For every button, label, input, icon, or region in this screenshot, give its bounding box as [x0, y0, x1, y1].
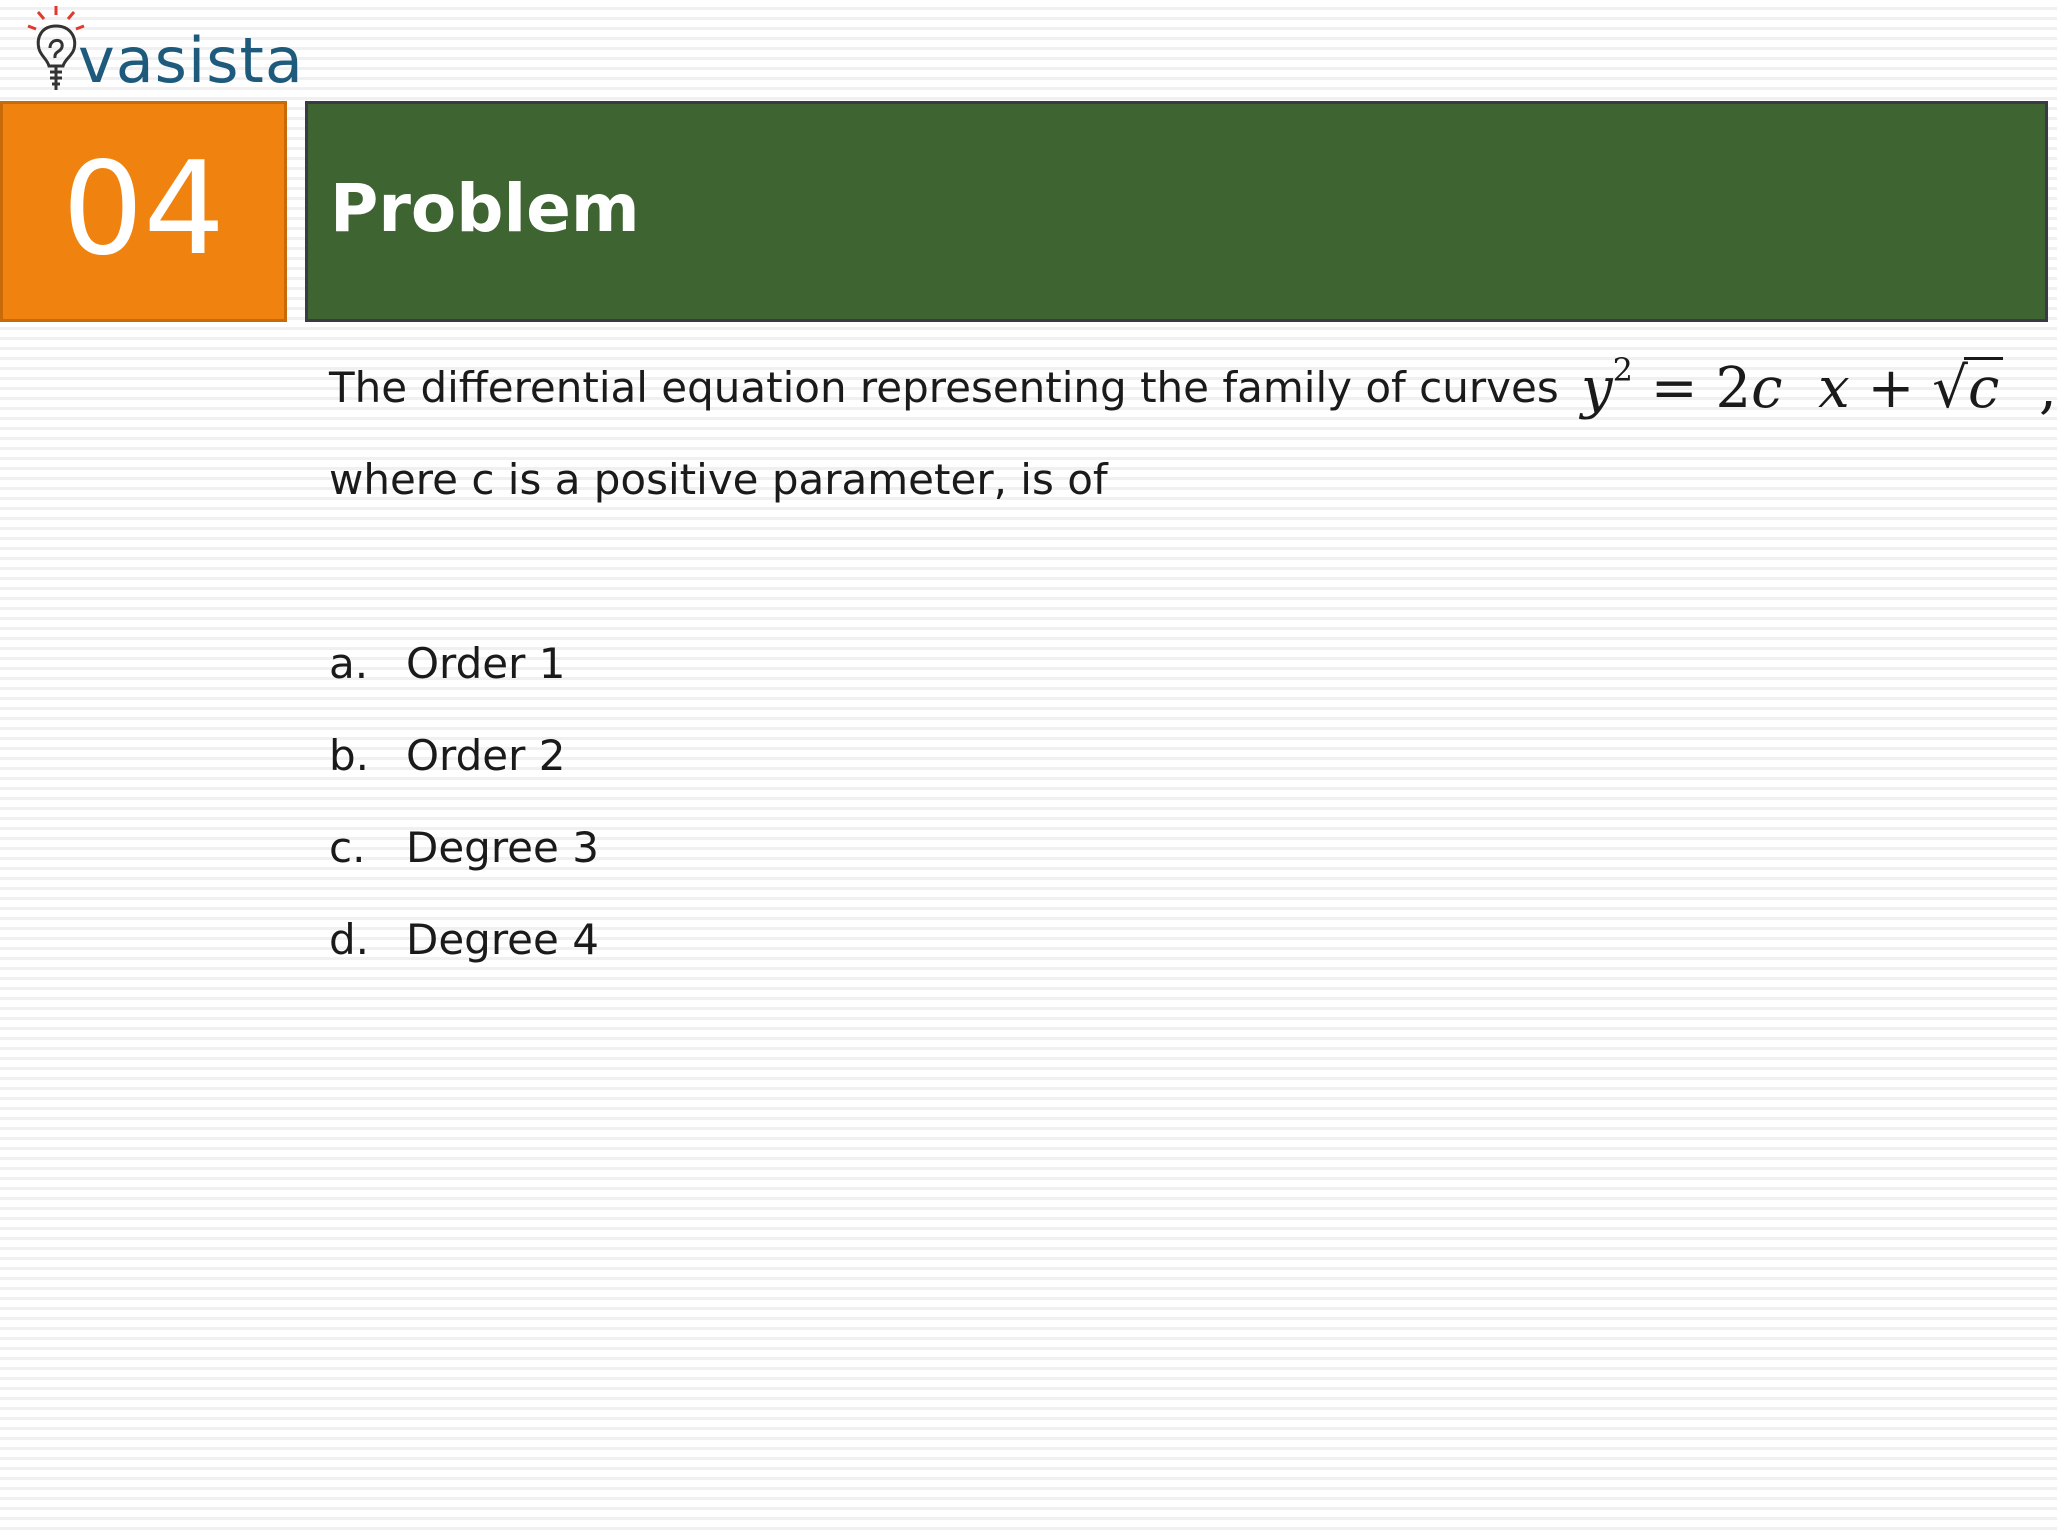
- option-a: [329, 632, 599, 724]
- formula-sqrt-arg: c: [1964, 357, 2003, 418]
- formula-y: y: [1581, 356, 1613, 421]
- option-text: Degree 4: [406, 915, 599, 964]
- option-letter: c.: [329, 823, 366, 872]
- option-text: Order 1: [406, 639, 566, 688]
- formula-x: x: [1818, 356, 1850, 421]
- slide-number: 04: [62, 134, 225, 284]
- option-letter: b.: [329, 731, 370, 780]
- formula-equals: = 2: [1633, 356, 1752, 421]
- slide-title: Problem: [330, 170, 640, 247]
- formula: [1581, 351, 2057, 431]
- formula-c: c: [1751, 356, 1783, 421]
- question-line-1: The differential equation representing the family of curves: [329, 363, 1559, 412]
- formula-plus: +: [1849, 356, 1933, 421]
- slide-number-box: [0, 101, 287, 322]
- logo-text: vasista: [78, 24, 304, 97]
- option-b: [329, 724, 599, 816]
- formula-sqrt: [1932, 354, 2003, 424]
- formula-exponent: 2: [1612, 351, 1633, 389]
- options-list: [329, 632, 599, 1000]
- vasista-logo: [20, 4, 304, 100]
- option-letter: d.: [329, 915, 370, 964]
- option-text: Order 2: [406, 731, 566, 780]
- radical-sign: √: [1932, 356, 1968, 421]
- formula-comma: ,: [2038, 356, 2057, 421]
- option-c: [329, 816, 599, 908]
- option-d: [329, 908, 599, 1000]
- question-line-2: where c is a positive parameter, is of: [329, 455, 1108, 504]
- option-text: Degree 3: [406, 823, 599, 872]
- title-bar: [305, 101, 2048, 322]
- option-letter: a.: [329, 639, 369, 688]
